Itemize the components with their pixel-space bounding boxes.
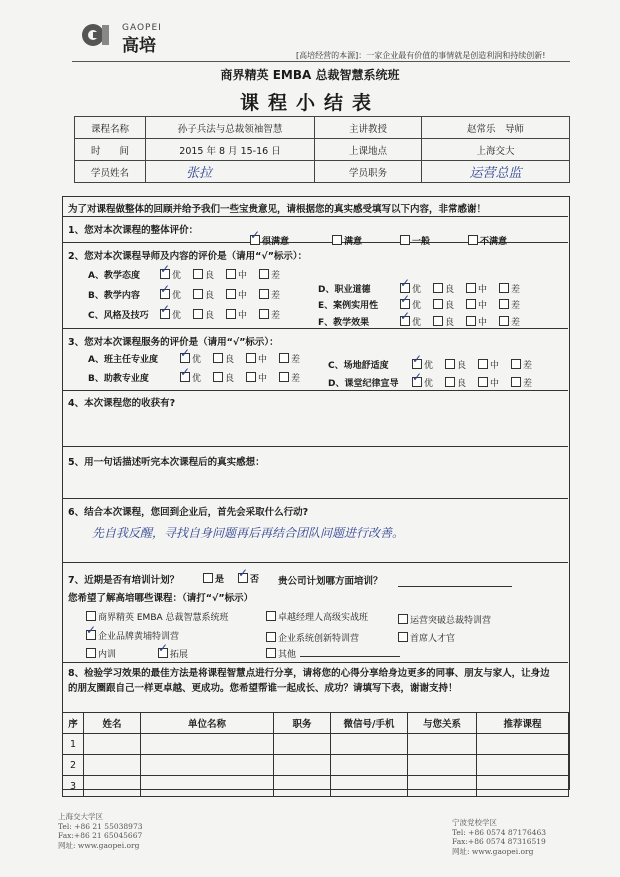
footer-left-fax: Fax:+86 21 65045667	[58, 831, 143, 840]
q1-option-very-satisfied[interactable]: ✓ 很满意	[250, 228, 290, 247]
checkbox[interactable]	[86, 623, 97, 640]
q1-option-dissatisfied[interactable]: 不满意	[468, 234, 507, 247]
check-mark-icon: ✓	[160, 282, 171, 296]
footer-right-tel: Tel: +86 0574 87176463	[452, 827, 547, 837]
checkbox[interactable]	[160, 302, 171, 319]
course-value: 孙子兵法与总裁领袖智慧	[146, 117, 315, 139]
checkbox[interactable]	[279, 353, 289, 363]
rating-option[interactable]: ✓ 优	[400, 292, 422, 311]
teacher-value: 赵常乐 导师	[422, 117, 570, 139]
checkbox[interactable]	[213, 372, 223, 382]
checkbox[interactable]	[511, 359, 521, 369]
q7-plan-underline	[398, 586, 512, 587]
check-mark-icon: ✓	[158, 641, 169, 655]
survey-intro: 为了对课程做整体的回顾并给予我们一些宝贵意见，请根据您的真实感受填写以下内容，非常感谢！	[68, 204, 487, 215]
rating-item-label: E、案例实用性	[318, 301, 379, 311]
name-cell[interactable]	[84, 776, 141, 797]
q6-answer-handwritten: 先自我反醒，寻找自身问题再后再结合团队问题进行改善。	[92, 526, 405, 540]
rating-option[interactable]: 良	[193, 308, 214, 321]
footer-right	[452, 818, 546, 856]
name-cell[interactable]	[84, 755, 141, 776]
form-title: 课程小结表	[239, 92, 380, 114]
check-mark-icon: ✓	[412, 352, 423, 366]
check-mark-icon: ✓	[238, 566, 249, 580]
col-header-relation: 与您关系	[408, 713, 477, 734]
checkbox[interactable]	[466, 299, 476, 309]
course-option[interactable]: 运营突破总裁特训营	[398, 613, 491, 626]
checkbox[interactable]	[259, 269, 269, 279]
table-row	[63, 734, 569, 755]
logo-text-en: GAOPEI	[122, 23, 162, 33]
program-title: 商界精英 EMBA 总裁智慧系统班	[220, 68, 400, 82]
job-title-handwritten: 运营总监	[422, 161, 570, 183]
company-cell[interactable]	[141, 755, 274, 776]
rating-option[interactable]: 中	[226, 308, 247, 321]
logo-text-cn: 高培	[122, 36, 156, 56]
rating-item-label: D、课堂纪律宣导	[328, 379, 399, 389]
course-option[interactable]: 卓越经理人高级实战班	[266, 610, 368, 623]
rating-option[interactable]: 良	[445, 358, 466, 371]
checkbox[interactable]	[279, 372, 289, 382]
checkbox[interactable]	[412, 370, 423, 387]
q5-question: 5、用一句话描述听完本次课程后的真实感想：	[68, 457, 265, 468]
rating-option[interactable]: 良	[445, 376, 466, 389]
rating-option[interactable]: 差	[259, 308, 280, 321]
rating-item-label: B、教学内容	[88, 291, 140, 301]
check-mark-icon: ✓	[180, 346, 191, 360]
check-mark-icon: ✓	[160, 262, 171, 276]
q2-question: 2、您对本次课程导师及内容的评价是（请用“√”标示）：	[68, 251, 308, 262]
gaopei-logo-icon	[80, 22, 118, 48]
rating-option[interactable]: ✓ 优	[160, 302, 182, 321]
q8-question: 8、检验学习效果的最佳方法是将课程智慧点进行分享，请将您的心得分享给身边更多的同事、朋友与家人，让身边的朋友圈跟自己一样更卓越、更成功。您希望帮谁一起成长、成功？请填写下表，谢谢支持！	[68, 668, 550, 694]
teacher-label: 主讲教授	[315, 117, 422, 139]
q1-question: 1、您对本次课程的整体评价：	[68, 225, 199, 236]
checkbox[interactable]	[400, 309, 411, 326]
wechat-cell[interactable]	[331, 734, 408, 755]
course-cell[interactable]	[477, 734, 569, 755]
checkbox[interactable]	[226, 269, 236, 279]
wechat-cell[interactable]	[331, 755, 408, 776]
rating-option[interactable]: 良	[193, 268, 214, 281]
course-option[interactable]: ✓ 企业品牌黄埔特训营	[86, 623, 180, 642]
table-row	[63, 755, 569, 776]
student-label: 学员姓名	[75, 161, 146, 183]
col-header-name: 姓名	[84, 713, 141, 734]
checkbox[interactable]	[266, 648, 276, 658]
checkbox[interactable]	[466, 283, 476, 293]
q7-plan-question: 贵公司计划哪方面培训？	[278, 576, 383, 587]
rating-option[interactable]: 差	[259, 268, 280, 281]
check-mark-icon: ✓	[86, 623, 97, 637]
relation-cell[interactable]	[408, 776, 477, 797]
check-mark-icon: ✓	[180, 365, 191, 379]
checkbox[interactable]	[193, 269, 203, 279]
rating-item-label: C、风格及技巧	[88, 311, 149, 321]
checkbox[interactable]	[203, 573, 213, 583]
checkbox[interactable]	[412, 352, 423, 369]
q1-option-average[interactable]: 一般	[400, 234, 430, 247]
q7-yes-option[interactable]: 是	[203, 572, 224, 585]
rating-item-label: C、场地舒适度	[328, 361, 389, 371]
course-label: 课程名称	[75, 117, 146, 139]
position-cell[interactable]	[274, 755, 331, 776]
rating-item-label: A、教学态度	[88, 271, 140, 281]
rating-option[interactable]: 良	[433, 315, 454, 328]
checkbox[interactable]	[180, 346, 191, 363]
course-option[interactable]: 商界精英 EMBA 总裁智慧系统班	[86, 610, 229, 623]
time-value: 2015 年 8 月 15-16 日	[146, 139, 315, 161]
rating-option[interactable]: 中	[226, 268, 247, 281]
rating-option[interactable]: 良	[213, 352, 234, 365]
rating-option[interactable]: 中	[246, 352, 267, 365]
checkbox[interactable]	[238, 566, 249, 583]
col-header-company: 单位名称	[141, 713, 274, 734]
row-number: 3	[63, 776, 84, 797]
rating-item-label: F、教学效果	[318, 318, 370, 328]
checkbox[interactable]	[445, 359, 455, 369]
col-header-wechat: 微信号/手机	[331, 713, 408, 734]
other-underline	[300, 656, 400, 657]
company-cell[interactable]	[141, 776, 274, 797]
rating-option[interactable]: ✓ 优	[412, 352, 434, 371]
checkbox[interactable]	[398, 614, 408, 624]
course-cell[interactable]	[477, 776, 569, 797]
course-cell[interactable]	[477, 755, 569, 776]
checkbox[interactable]	[213, 353, 223, 363]
rating-item-label: A、班主任专业度	[88, 355, 158, 365]
row-number: 2	[63, 755, 84, 776]
course-option[interactable]: 其他	[266, 647, 296, 660]
relation-cell[interactable]	[408, 734, 477, 755]
time-label: 时 间	[75, 139, 146, 161]
checkbox[interactable]	[433, 299, 443, 309]
company-cell[interactable]	[141, 734, 274, 755]
referral-table	[62, 712, 569, 797]
checkbox[interactable]	[398, 632, 408, 642]
place-label: 上课地点	[315, 139, 422, 161]
checkbox[interactable]	[193, 309, 203, 319]
q7-no-option[interactable]: ✓ 否	[238, 566, 260, 585]
checkbox[interactable]	[445, 377, 455, 387]
checkbox[interactable]	[499, 299, 509, 309]
rating-option[interactable]: 差	[259, 288, 280, 301]
footer-left-web: 网址: www.gaopei.org	[58, 840, 140, 850]
checkbox[interactable]	[160, 282, 171, 299]
rating-option[interactable]: 中	[466, 282, 487, 295]
course-option[interactable]: 首席人才官	[398, 631, 455, 644]
footer-left-tel: Tel: +86 21 55038973	[58, 821, 143, 831]
checkbox[interactable]	[266, 632, 276, 642]
checkbox[interactable]	[160, 262, 171, 279]
position-cell[interactable]	[274, 734, 331, 755]
student-name-handwritten: 张拉	[146, 161, 315, 183]
col-header-position: 职务	[274, 713, 331, 734]
rating-option[interactable]: 中	[246, 371, 267, 384]
check-mark-icon: ✓	[412, 370, 423, 384]
rating-option[interactable]: 中	[466, 315, 487, 328]
rating-option[interactable]: ✓ 优	[180, 346, 202, 365]
checkbox[interactable]	[478, 377, 488, 387]
rating-option[interactable]: 差	[499, 315, 520, 328]
rating-option[interactable]: 差	[279, 352, 300, 365]
rating-option[interactable]: ✓ 优	[180, 365, 202, 384]
rating-option[interactable]: 良	[433, 282, 454, 295]
checkbox[interactable]	[259, 309, 269, 319]
checkbox[interactable]	[499, 316, 509, 326]
course-option[interactable]: 企业系统创新特训营	[266, 631, 359, 644]
checkbox[interactable]	[180, 365, 191, 382]
checkbox[interactable]	[266, 611, 276, 621]
checkbox[interactable]	[478, 359, 488, 369]
footer-right-campus: 宁波党校学区	[452, 818, 497, 827]
slogan: [高培经营的本源]：一家企业最有价值的事情就是创造利润和持续创新!	[296, 51, 546, 60]
course-option[interactable]: 内训	[86, 647, 116, 660]
rating-item-label: D、职业道德	[318, 285, 371, 295]
q4-question: 4、本次课程您的收获有?	[68, 398, 176, 409]
rating-option[interactable]: ✓ 优	[160, 262, 182, 281]
checkbox[interactable]	[499, 283, 509, 293]
check-mark-icon: ✓	[160, 302, 171, 316]
checkbox[interactable]	[226, 289, 236, 299]
check-mark-icon: ✓	[400, 309, 411, 323]
course-option[interactable]: ✓ 拓展	[158, 641, 189, 660]
check-mark-icon: ✓	[400, 292, 411, 306]
rating-option[interactable]: ✓ 优	[400, 309, 422, 328]
rating-item-label: B、助教专业度	[88, 374, 149, 384]
rating-option[interactable]: 良	[433, 298, 454, 311]
checkbox[interactable]	[400, 292, 411, 309]
q3-question: 3、您对本次课程服务的评价是（请用“√”标示）：	[68, 337, 279, 348]
col-header-course: 推荐课程	[477, 713, 569, 734]
rating-option[interactable]: 中	[466, 298, 487, 311]
checkbox[interactable]	[193, 289, 203, 299]
checkbox[interactable]	[86, 611, 96, 621]
place-value: 上海交大	[422, 139, 570, 161]
check-mark-icon: ✓	[400, 276, 411, 290]
checkbox[interactable]	[226, 309, 236, 319]
footer-right-fax: Fax:+86 0574 87316519	[452, 837, 546, 846]
row-number: 1	[63, 734, 84, 755]
wechat-cell[interactable]	[331, 776, 408, 797]
checkbox[interactable]	[466, 316, 476, 326]
checkbox[interactable]	[511, 377, 521, 387]
table-row	[63, 776, 569, 797]
rating-option[interactable]: 中	[226, 288, 247, 301]
checkbox[interactable]	[158, 641, 169, 658]
relation-cell[interactable]	[408, 755, 477, 776]
checkbox[interactable]	[259, 289, 269, 299]
q6-question: 6、结合本次课程，您回到企业后，首先会采取什么行动?	[68, 507, 309, 518]
rating-option[interactable]: ✓ 优	[160, 282, 182, 301]
checkbox[interactable]	[246, 353, 256, 363]
footer-left	[58, 812, 142, 850]
col-header-no: 序	[63, 713, 84, 734]
checkbox[interactable]	[433, 316, 443, 326]
rating-option[interactable]: 差	[511, 358, 532, 371]
rating-option[interactable]: 差	[511, 376, 532, 389]
rating-option[interactable]: 差	[499, 298, 520, 311]
rating-option[interactable]: 中	[478, 376, 499, 389]
course-info-table	[74, 116, 570, 183]
checkbox[interactable]	[86, 648, 96, 658]
q1-option-satisfied[interactable]: 满意	[332, 234, 362, 247]
checkbox[interactable]	[246, 372, 256, 382]
job-label: 学员职务	[315, 161, 422, 183]
position-cell[interactable]	[274, 776, 331, 797]
check-mark-icon: ✓	[250, 228, 261, 242]
q7-courses-prompt: 您希望了解高培哪些课程：（请打“√”标示）	[68, 593, 254, 604]
q7-question: 7、近期是否有培训计划？	[68, 575, 180, 586]
rating-option[interactable]: 差	[499, 282, 520, 295]
rating-option[interactable]: ✓ 优	[412, 370, 434, 389]
rating-option[interactable]: 良	[193, 288, 214, 301]
name-cell[interactable]	[84, 734, 141, 755]
rating-option[interactable]: 良	[213, 371, 234, 384]
footer-right-web: 网址: www.gaopei.org	[452, 846, 534, 856]
rating-option[interactable]: 差	[279, 371, 300, 384]
rating-option[interactable]: ✓ 优	[400, 276, 422, 295]
footer-left-campus: 上海交大学区	[58, 812, 103, 821]
checkbox[interactable]	[433, 283, 443, 293]
header-divider	[72, 61, 570, 62]
rating-option[interactable]: 中	[478, 358, 499, 371]
